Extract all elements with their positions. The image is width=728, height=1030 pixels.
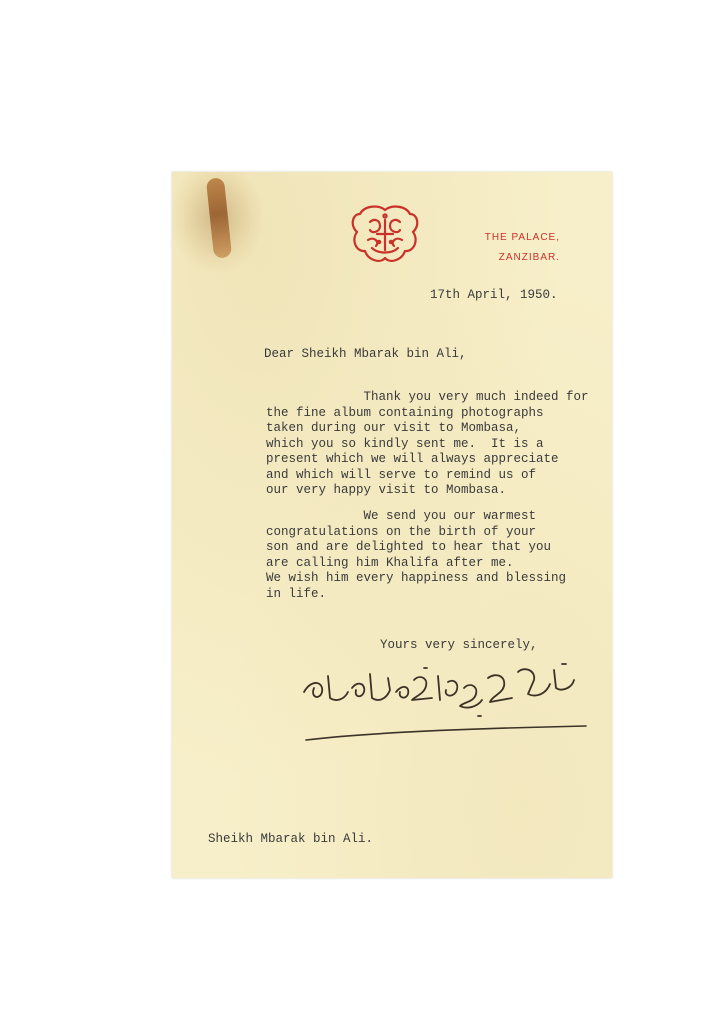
closing: Yours very sincerely, — [380, 638, 538, 652]
salutation: Dear Sheikh Mbarak bin Ali, — [264, 347, 467, 361]
body-paragraph-1: Thank you very much indeed for the fine album containing photographs taken during our visit to Mombasa, which you so kindly sent me. It is a present which we will always appreciate and which will serve to remind us of our very happy visit to Mombasa. — [266, 390, 589, 497]
letter-page — [172, 172, 612, 878]
letterhead-address — [450, 228, 560, 268]
royal-crest-icon — [350, 204, 420, 266]
letter-date: 17th April, 1950. — [430, 288, 558, 302]
rust-stain — [172, 172, 262, 272]
rust-stain-core — [206, 177, 232, 258]
handwritten-signature — [292, 658, 592, 748]
letterhead-line-2: ZANZIBAR. — [498, 252, 560, 263]
body-paragraph-2: We send you our warmest congratulations on the birth of your son and are delighted to hear that you are calling him Khalifa after me. We wish him every happiness and blessing in life. — [266, 509, 567, 601]
addressee: Sheikh Mbarak bin Ali. — [208, 832, 374, 846]
letterhead-line-1: THE PALACE, — [484, 232, 560, 243]
